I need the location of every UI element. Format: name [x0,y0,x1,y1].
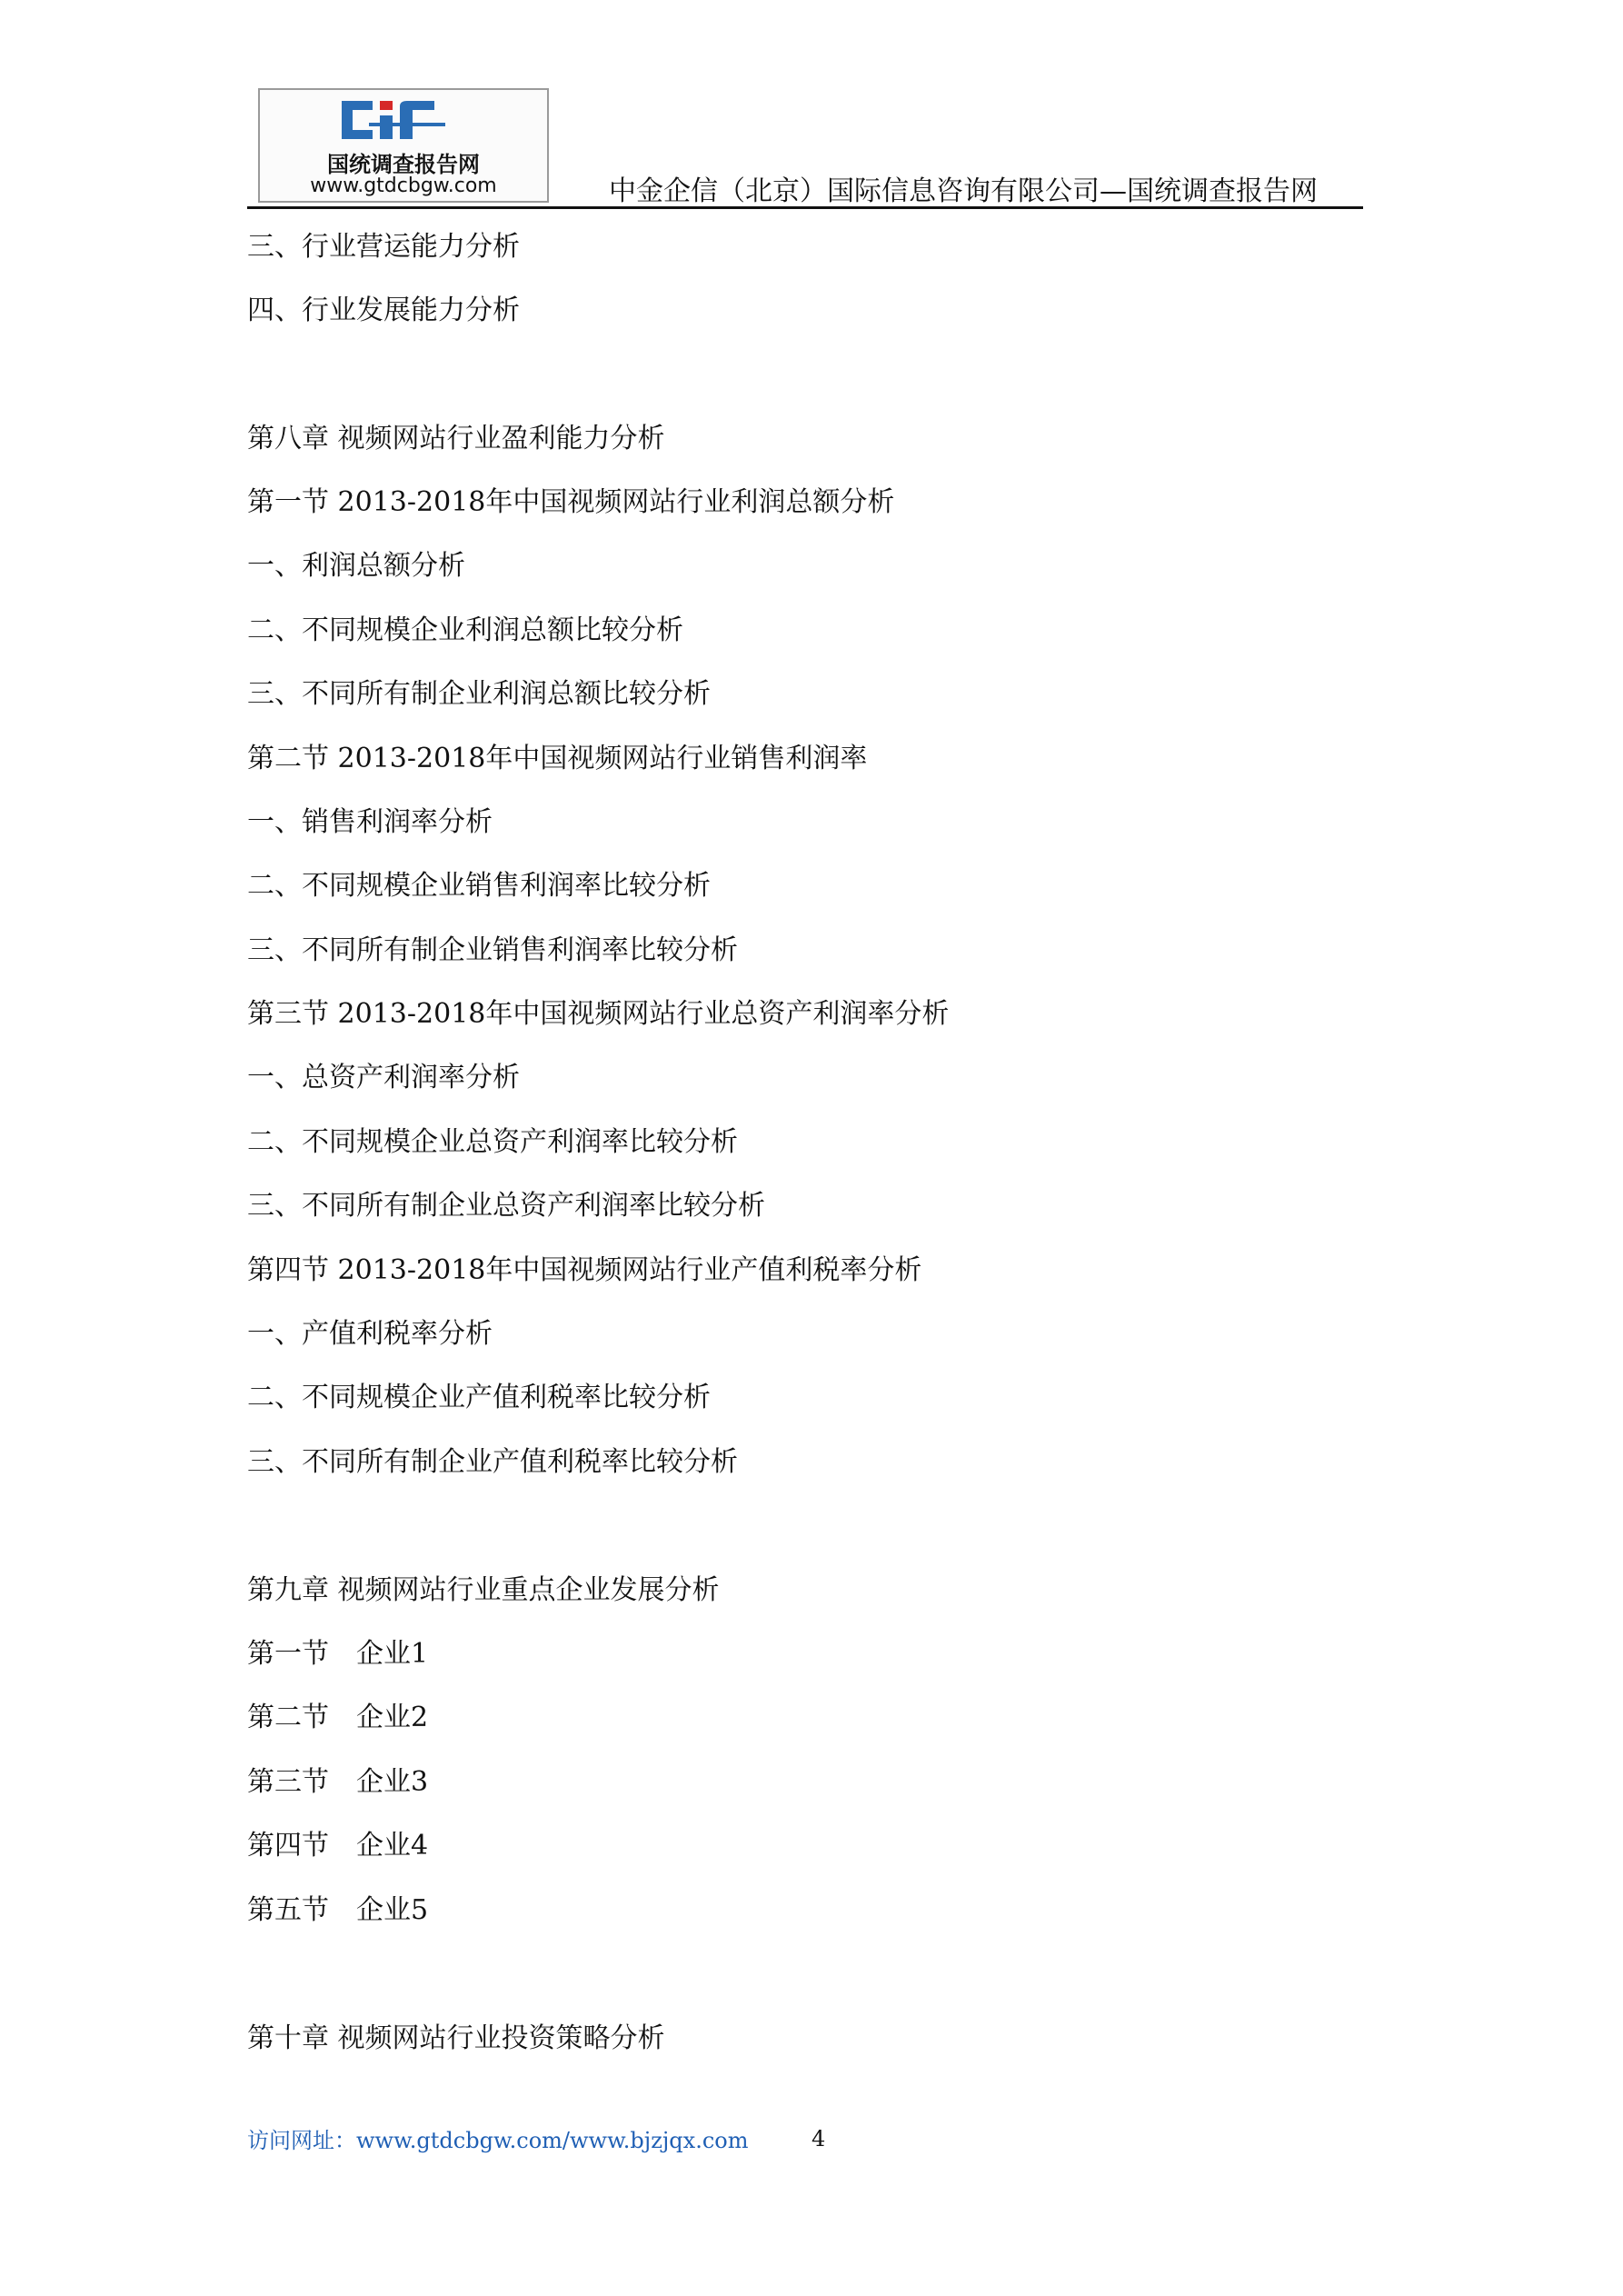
company-name: 中金企信（北京）国际信息咨询有限公司—国统调查报告网 [609,175,1318,207]
page-number: 4 [812,2126,826,2151]
toc-chapter: 第十章 视频网站行业投资策略分析 [247,2022,665,2054]
toc-line: 二、不同规模企业利润总额比较分析 [247,614,683,646]
toc-section: 第三节 2013-2018年中国视频网站行业总资产利润率分析 [247,998,950,1030]
toc-section: 第一节 企业1 [247,1638,429,1670]
footer-url-link[interactable]: 访问网址：www.gtdcbgw.com/www.bjzjqx.com [247,2128,749,2153]
toc-section: 第四节 企业4 [247,1830,429,1862]
toc-line: 一、销售利润率分析 [247,806,493,838]
toc-section: 第一节 2013-2018年中国视频网站行业利润总额分析 [247,486,895,518]
toc-section: 第二节 企业2 [247,1702,429,1733]
toc-line: 一、总资产利润率分析 [247,1062,520,1093]
toc-line: 三、不同所有制企业产值利税率比较分析 [247,1446,738,1478]
logo-url-text: www.gtdcbgw.com [310,175,497,197]
toc-line: 四、行业发展能力分析 [247,294,520,326]
logo-mark-icon [333,95,478,146]
logo-cn-text: 国统调查报告网 [327,152,480,177]
toc-section: 第二节 2013-2018年中国视频网站行业销售利润率 [247,743,868,774]
toc-chapter: 第八章 视频网站行业盈利能力分析 [247,423,665,454]
toc-line: 三、不同所有制企业利润总额比较分析 [247,678,711,710]
toc-section: 第四节 2013-2018年中国视频网站行业产值利税率分析 [247,1254,922,1286]
toc-line: 三、不同所有制企业总资产利润率比较分析 [247,1190,765,1222]
toc-line: 二、不同规模企业总资产利润率比较分析 [247,1126,738,1158]
toc-section: 第五节 企业5 [247,1894,429,1926]
logo [258,88,549,203]
toc-line: 三、不同所有制企业销售利润率比较分析 [247,934,738,966]
toc-section: 第三节 企业3 [247,1766,429,1798]
toc-line: 一、利润总额分析 [247,550,465,582]
toc-line: 二、不同规模企业产值利税率比较分析 [247,1382,711,1413]
header-divider [247,206,1363,209]
toc-line: 二、不同规模企业销售利润率比较分析 [247,870,711,902]
toc-line: 一、产值利税率分析 [247,1318,493,1350]
toc-line: 三、行业营运能力分析 [247,231,520,263]
toc-chapter: 第九章 视频网站行业重点企业发展分析 [247,1574,720,1606]
